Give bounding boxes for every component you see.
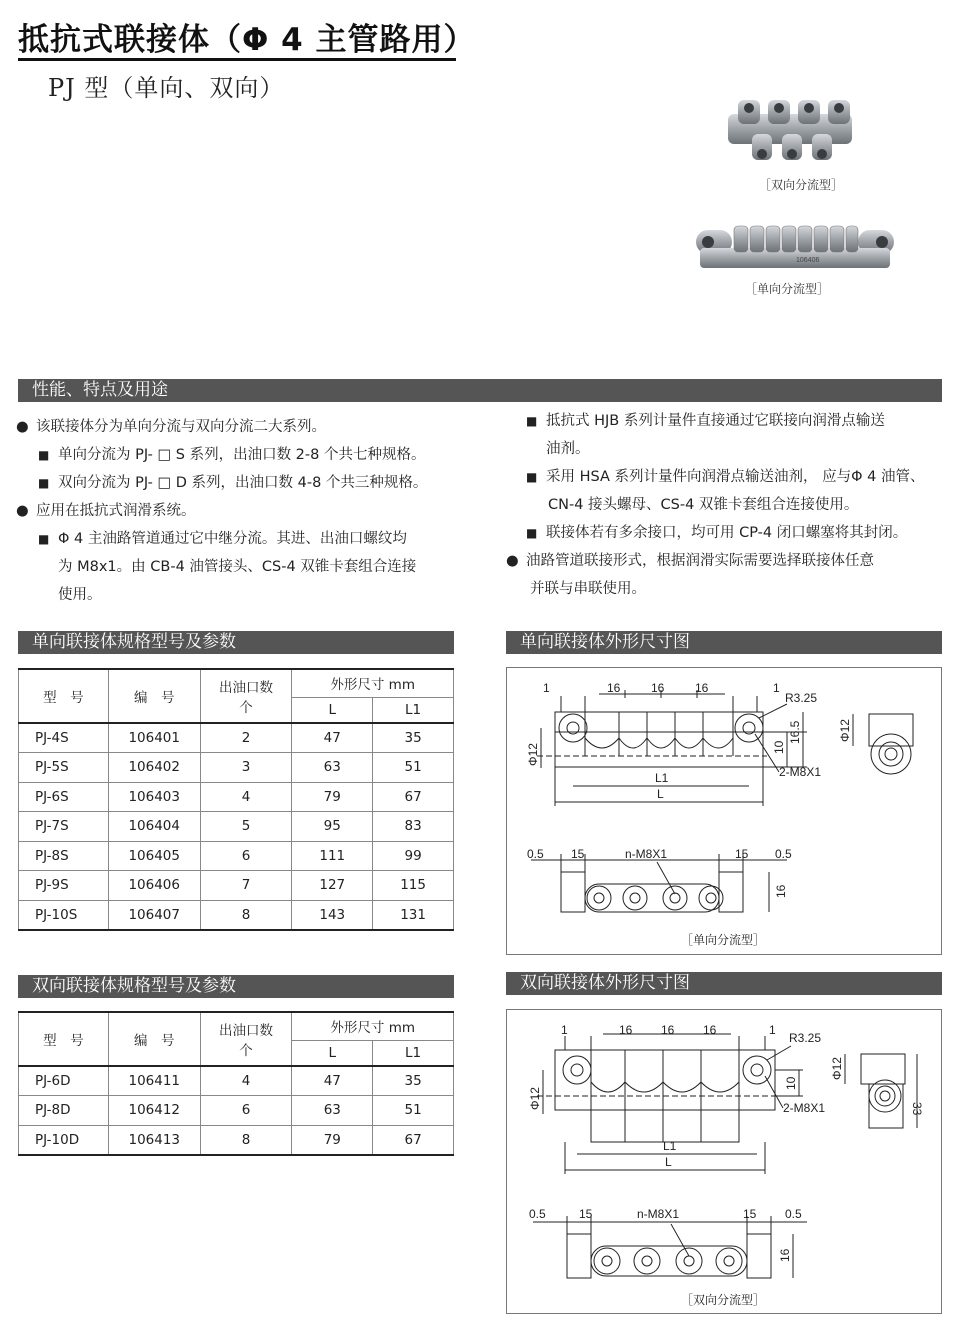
outlet-port — [676, 1248, 702, 1274]
single-drawing-heading: 单向联接体外形尺寸图 — [506, 631, 942, 654]
cell-model: PJ-7S — [19, 812, 109, 842]
title-underline — [18, 58, 456, 61]
table-row — [19, 1066, 454, 1096]
dim-16: 16 — [651, 681, 665, 695]
cell-L: 95 — [292, 812, 373, 842]
dim-L1: L1 — [655, 771, 669, 785]
single-spec-table — [18, 668, 454, 931]
cell-L: 143 — [292, 900, 373, 930]
col-outlets — [200, 1012, 292, 1066]
cell-code: 106402 — [108, 753, 200, 783]
cell-code: 106413 — [108, 1125, 200, 1155]
single-table-heading: 单向联接体规格型号及参数 — [18, 631, 454, 654]
feature-text: 采用 HSA 系列计量件向润滑点输送油剂， 应与Φ 4 油管、 — [546, 469, 925, 485]
col-model: 型 号 — [19, 669, 109, 723]
col-code: 编 号 — [108, 669, 200, 723]
outlet-port — [634, 1248, 660, 1274]
double-distributor-photo — [722, 92, 858, 168]
double-dimension-drawing — [507, 1010, 941, 1313]
feature-text: 单向分流为 PJ- □ S 系列，出油口数 2-8 个共七种规格。 — [58, 447, 426, 463]
double-spec-table — [18, 1011, 454, 1156]
cell-L1: 99 — [373, 841, 454, 871]
cell-L1: 67 — [373, 782, 454, 812]
single-distributor-photo — [694, 222, 896, 272]
double-drawing-heading: 双向联接体外形尺寸图 — [506, 972, 942, 995]
table-row — [19, 782, 454, 812]
features-left — [16, 414, 476, 614]
dim-15-right: 15 — [743, 1207, 757, 1221]
col-L1: L1 — [373, 1040, 454, 1066]
bullet-square: ■ — [38, 448, 50, 462]
dim-0-5-right: 0.5 — [775, 847, 792, 861]
bullet-circle: ● — [16, 503, 29, 519]
outlet-port — [587, 886, 611, 910]
single-drawing-panel — [506, 667, 942, 955]
col-model: 型 号 — [19, 1012, 109, 1066]
side-port — [871, 734, 911, 774]
cell-outlets: 6 — [200, 841, 292, 871]
bullet-circle: ● — [506, 553, 519, 569]
dim-1-right: 1 — [769, 1023, 776, 1037]
cell-outlets: 4 — [200, 782, 292, 812]
table-row — [19, 871, 454, 901]
dim-16: 16 — [619, 1023, 633, 1037]
cell-model: PJ-5S — [19, 753, 109, 783]
dim-15-left: 15 — [571, 847, 585, 861]
cell-outlets: 8 — [200, 900, 292, 930]
feature-text: 双向分流为 PJ- □ D 系列，出油口数 4-8 个共三种规格。 — [58, 475, 428, 491]
table-row — [19, 812, 454, 842]
cell-code: 106401 — [108, 723, 200, 753]
col-code: 编 号 — [108, 1012, 200, 1066]
col-outlets-l2: 个 — [239, 700, 253, 716]
outlet-port — [663, 886, 687, 910]
dim-16: 16 — [695, 681, 709, 695]
single-photo-caption: ［单向分流型］ — [745, 282, 830, 296]
feature-text: 使用。 — [58, 587, 102, 603]
dim-1-left: 1 — [543, 681, 550, 695]
mount-hole — [559, 714, 587, 742]
cell-model: PJ-6D — [19, 1066, 109, 1096]
part-marking: 106406 — [796, 257, 820, 264]
cell-L: 79 — [292, 1125, 373, 1155]
dim-0-5-right: 0.5 — [785, 1207, 802, 1221]
cell-L: 127 — [292, 871, 373, 901]
dim-L: L — [665, 1155, 672, 1169]
cell-L: 47 — [292, 723, 373, 753]
outlet-port — [623, 886, 647, 910]
dim-phi12: Φ12 — [528, 1087, 542, 1110]
feature-text: 油路管道联接形式，根据润滑实际需要选择联接体任意 — [526, 553, 874, 569]
cell-model: PJ-10D — [19, 1125, 109, 1155]
cell-L: 79 — [292, 782, 373, 812]
double-photo-caption: ［双向分流型］ — [759, 178, 844, 192]
col-outlets-l1: 出油口数 — [219, 680, 273, 696]
col-L: L — [292, 697, 373, 723]
col-outlets-l1: 出油口数 — [219, 1023, 274, 1039]
dim-thread-n: n-M8X1 — [625, 847, 668, 861]
table-row — [19, 753, 454, 783]
cell-code: 106404 — [108, 812, 200, 842]
cell-L1: 35 — [373, 1066, 454, 1096]
single-drawing-caption: ［单向分流型］ — [681, 933, 766, 947]
col-dims: 外形尺寸 mm — [292, 669, 454, 697]
bullet-square: ■ — [38, 476, 50, 490]
cell-L1: 51 — [373, 753, 454, 783]
dim-L1: L1 — [663, 1139, 677, 1153]
dim-15-right: 15 — [735, 847, 749, 861]
dim-1-left: 1 — [561, 1023, 568, 1037]
feature-text: 油剂。 — [546, 441, 590, 457]
dim-thread-2: 2-M8X1 — [779, 765, 822, 779]
cell-outlets: 6 — [200, 1096, 292, 1126]
mount-hole — [563, 1056, 591, 1084]
feature-text: Φ 4 主油路管道通过它中继分流。其进、出油口螺纹均 — [58, 531, 407, 547]
dim-0-5-left: 0.5 — [529, 1207, 546, 1221]
cell-outlets: 3 — [200, 753, 292, 783]
cell-model: PJ-4S — [19, 723, 109, 753]
cell-code: 106403 — [108, 782, 200, 812]
features-heading: 性能、特点及用途 — [18, 379, 942, 402]
dim-h16: 16 — [778, 1248, 792, 1262]
dim-radius: R3.25 — [789, 1031, 822, 1045]
cell-code: 106405 — [108, 841, 200, 871]
col-dims: 外形尺寸 mm — [292, 1012, 454, 1040]
col-L1: L1 — [373, 697, 454, 723]
double-table-heading: 双向联接体规格型号及参数 — [18, 975, 454, 998]
mount-hole — [735, 714, 763, 742]
bullet-square: ■ — [526, 414, 538, 428]
cell-L1: 115 — [373, 871, 454, 901]
dim-h33: 33 — [910, 1102, 924, 1116]
feature-text: CN-4 接头螺母、CS-4 双锥卡套组合连接使用。 — [548, 497, 859, 513]
double-drawing-caption: ［双向分流型］ — [681, 1293, 766, 1307]
feature-text: 并联与串联使用。 — [530, 581, 646, 597]
dim-phi12: Φ12 — [526, 743, 540, 766]
cell-L: 111 — [292, 841, 373, 871]
dim-h10: 10 — [772, 740, 786, 754]
dim-side-phi12: Φ12 — [830, 1057, 844, 1080]
cell-L1: 51 — [373, 1096, 454, 1126]
cell-model: PJ-8S — [19, 841, 109, 871]
double-drawing-panel — [506, 1009, 942, 1314]
cell-L: 63 — [292, 1096, 373, 1126]
table-row — [19, 900, 454, 930]
dim-h16: 16 — [774, 884, 788, 898]
dim-thread-n: n-M8X1 — [637, 1207, 680, 1221]
bullet-square: ■ — [38, 532, 50, 546]
cell-L: 63 — [292, 753, 373, 783]
cell-L1: 67 — [373, 1125, 454, 1155]
cell-L: 47 — [292, 1066, 373, 1096]
cell-outlets: 4 — [200, 1066, 292, 1096]
table-row — [19, 841, 454, 871]
outlet-port — [594, 1248, 620, 1274]
single-dimension-drawing — [507, 668, 941, 954]
dim-16: 16 — [607, 681, 621, 695]
bullet-square: ■ — [526, 470, 538, 484]
outlet-port — [716, 1248, 742, 1274]
feature-text: 抵抗式 HJB 系列计量件直接通过它联接向润滑点输送 — [546, 413, 885, 429]
table-row — [19, 723, 454, 753]
col-L: L — [292, 1040, 373, 1066]
page-title: 抵抗式联接体（Φ 4 主管路用） — [18, 22, 476, 58]
cell-code: 106407 — [108, 900, 200, 930]
bullet-circle: ● — [16, 419, 29, 435]
cell-outlets: 7 — [200, 871, 292, 901]
cell-model: PJ-6S — [19, 782, 109, 812]
cell-model: PJ-8D — [19, 1096, 109, 1126]
cell-model: PJ-9S — [19, 871, 109, 901]
features-right — [506, 408, 958, 608]
dim-thread-2: 2-M8X1 — [783, 1101, 826, 1115]
cell-L1: 83 — [373, 812, 454, 842]
dim-15-left: 15 — [579, 1207, 593, 1221]
dim-16: 16 — [661, 1023, 675, 1037]
side-port — [869, 1080, 901, 1112]
col-outlets — [200, 669, 292, 723]
col-outlets-l2: 个 — [239, 1043, 253, 1059]
cell-L1: 35 — [373, 723, 454, 753]
dim-1-right: 1 — [773, 681, 780, 695]
cell-outlets: 5 — [200, 812, 292, 842]
feature-text: 联接体若有多余接口，均可用 CP-4 闭口螺塞将其封闭。 — [546, 525, 908, 541]
feature-text: 该联接体分为单向分流与双向分流二大系列。 — [36, 419, 326, 435]
table-row — [19, 1096, 454, 1126]
cell-code: 106411 — [108, 1066, 200, 1096]
dim-16: 16 — [703, 1023, 717, 1037]
cell-outlets: 2 — [200, 723, 292, 753]
bullet-square: ■ — [526, 526, 538, 540]
cell-code: 106406 — [108, 871, 200, 901]
feature-text: 应用在抵抗式润滑系统。 — [36, 503, 196, 519]
dim-0-5-left: 0.5 — [527, 847, 544, 861]
cell-L1: 131 — [373, 900, 454, 930]
dim-h16-5: 16.5 — [788, 720, 802, 744]
cell-outlets: 8 — [200, 1125, 292, 1155]
page-subtitle: PJ 型（单向、双向） — [48, 74, 285, 102]
table-row — [19, 1125, 454, 1155]
cell-code: 106412 — [108, 1096, 200, 1126]
feature-text: 为 M8x1。由 CB-4 油管接头、CS-4 双锥卡套组合连接 — [58, 559, 417, 575]
cell-model: PJ-10S — [19, 900, 109, 930]
dim-h10: 10 — [784, 1076, 798, 1090]
dim-side-phi12: Φ12 — [838, 719, 852, 742]
dim-radius: R3.25 — [785, 691, 818, 705]
dim-L: L — [657, 787, 664, 801]
